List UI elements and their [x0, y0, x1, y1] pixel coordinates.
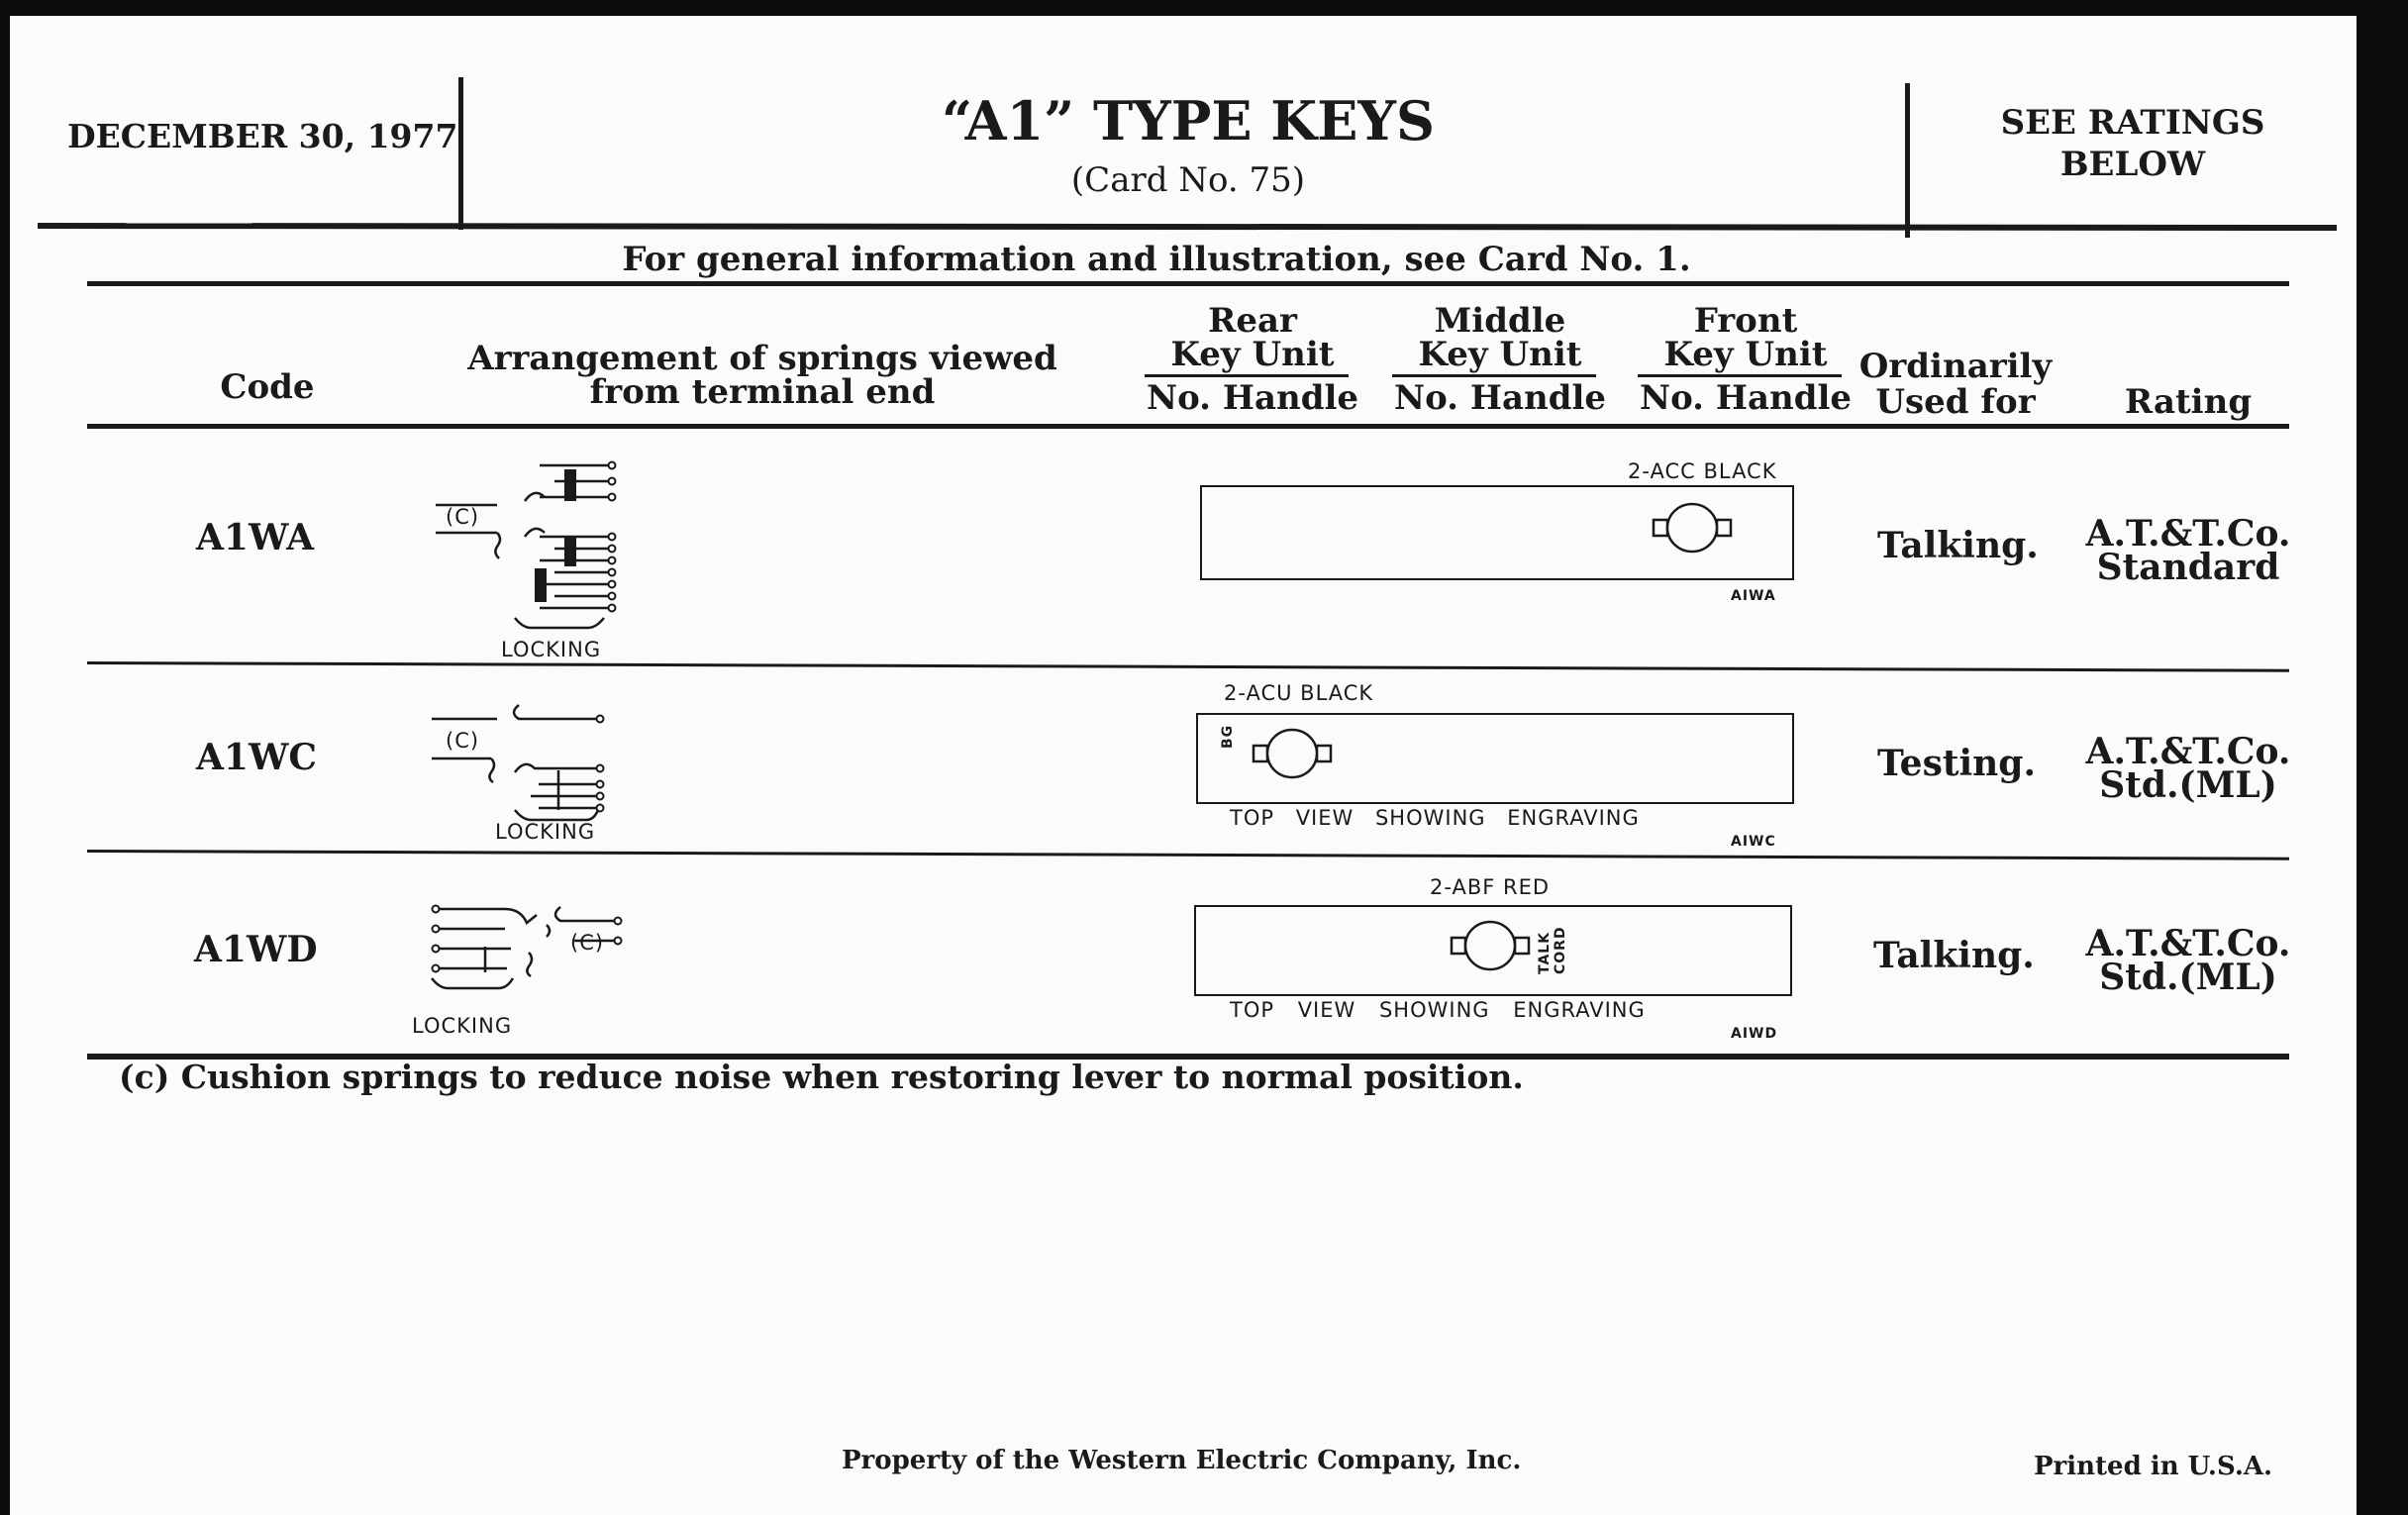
col-used-line1: Ordinarily [1858, 347, 2053, 386]
col-rear-underline [1145, 374, 1349, 377]
page-title: “A1” TYPE KEYS [942, 89, 1435, 152]
row3-locking-label: LOCKING [412, 1014, 513, 1038]
row3-used-for: Talking. [1873, 935, 2035, 976]
col-arrangement-line2: from terminal end [589, 372, 936, 412]
col-code: Code [220, 367, 315, 407]
row2-cushion-label: (C) [446, 729, 480, 753]
row3-key-handle-icon [1450, 917, 1531, 974]
row1-rating-line1: A.T.&T.Co. [2085, 513, 2291, 555]
row1-bottom-rule [87, 661, 2289, 671]
col-middle-key-unit: Key Unit [1418, 335, 1582, 374]
row2-locking-label: LOCKING [495, 820, 596, 844]
col-middle-no-handle: No. Handle [1393, 378, 1607, 418]
row3-handle-label: 2-ABF RED [1430, 875, 1551, 899]
row3-top-view-caption: TOP VIEW SHOWING ENGRAVING [1230, 998, 1646, 1022]
index-card [10, 16, 2357, 1515]
row2-code: A1WC [196, 737, 318, 778]
row1-cushion-label: (C) [446, 505, 480, 529]
row2-handle-label: 2-ACU BLACK [1224, 681, 1374, 705]
row3-engraving-line2: CORD [1553, 926, 1568, 974]
row1-spring-diagram [426, 438, 644, 626]
row3-engraving-line1: TALK [1537, 931, 1553, 974]
row2-rating-line1: A.T.&T.Co. [2085, 731, 2291, 772]
ratings-note-line2: BELOW [2059, 145, 2206, 184]
col-front: Front [1693, 301, 1798, 341]
row2-key-handle-icon [1252, 725, 1333, 782]
row1-code: A1WA [196, 517, 315, 558]
col-middle: Middle [1434, 301, 1566, 341]
page-subtitle: (Card No. 75) [1070, 160, 1306, 200]
row2-engraving: BG [1220, 724, 1236, 749]
col-rear: Rear [1208, 301, 1297, 341]
col-arrangement-line1: Arrangement of springs viewed [467, 339, 1057, 378]
header-divider-left [458, 77, 463, 230]
row3-code: A1WD [194, 929, 318, 970]
row3-cushion-label: (C) [570, 931, 605, 955]
row3-spring-diagram [426, 899, 644, 1028]
ratings-note-line1: SEE RATINGS [2000, 103, 2265, 143]
row2-spring-diagram [420, 699, 618, 828]
footer-printed: Printed in U.S.A. [2034, 1452, 2273, 1481]
footer-property: Property of the Western Electric Company, Inc. [842, 1446, 1522, 1475]
general-info: For general information and illustration, see Card No. 1. [622, 240, 1691, 279]
col-rear-no-handle: No. Handle [1146, 378, 1359, 418]
row1-locking-label: LOCKING [501, 638, 602, 661]
header-date: DECEMBER 30, 1977 [67, 117, 458, 155]
footnote: (c) Cushion springs to reduce noise when restoring lever to normal position. [119, 1058, 1524, 1096]
row1-key-handle-icon [1652, 499, 1733, 556]
col-rear-key-unit: Key Unit [1170, 335, 1335, 374]
row2-top-view-caption: TOP VIEW SHOWING ENGRAVING [1230, 806, 1640, 830]
row2-rating-line2: Std.(ML) [2099, 764, 2277, 806]
col-front-key-unit: Key Unit [1663, 335, 1828, 374]
row3-rating-line2: Std.(ML) [2099, 957, 2277, 998]
row1-plate-code: AIWA [1731, 588, 1776, 604]
col-used-line2: Used for [1875, 382, 2036, 422]
row3-rating-line1: A.T.&T.Co. [2085, 923, 2291, 964]
row1-handle-label: 2-ACC BLACK [1628, 459, 1777, 483]
row2-bottom-rule [87, 850, 2289, 859]
col-middle-underline [1392, 374, 1596, 377]
row3-plate-code: AIWD [1731, 1026, 1778, 1042]
row2-plate-code: AIWC [1731, 834, 1776, 850]
heading-bottom-rule [87, 424, 2289, 429]
table-top-rule [87, 281, 2289, 286]
col-front-underline [1638, 374, 1842, 377]
row1-rating-line2: Standard [2096, 547, 2280, 588]
col-rating: Rating [2124, 382, 2253, 422]
row2-used-for: Testing. [1877, 743, 2037, 784]
col-front-no-handle: No. Handle [1639, 378, 1853, 418]
header-rule [38, 223, 2337, 231]
row1-used-for: Talking. [1877, 525, 2039, 566]
header-divider-right [1905, 83, 1910, 238]
